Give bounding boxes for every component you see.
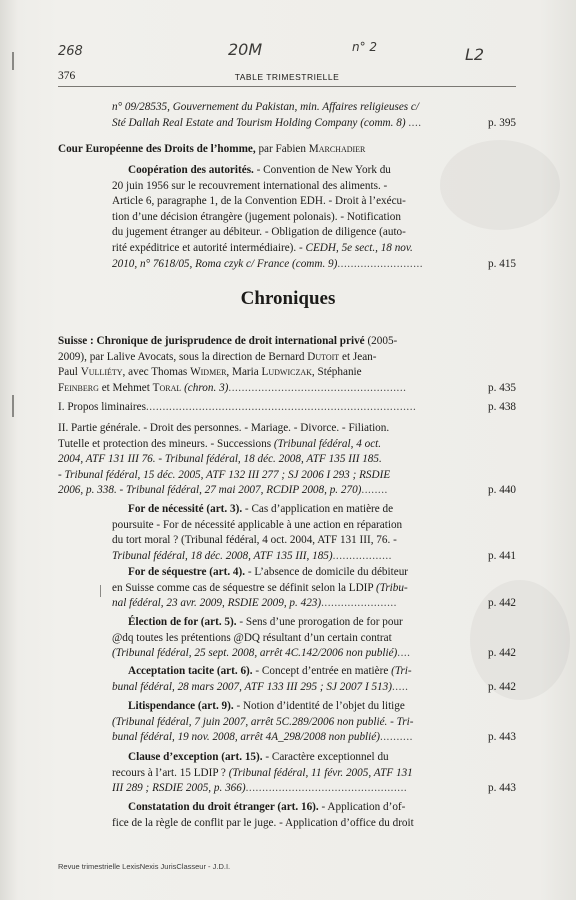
author-prefix: par Fabien <box>258 143 306 155</box>
entry-text: 2009), par Lalive Avocats, sous la direction de Bernard <box>58 350 305 363</box>
entry-heading: Constatation du droit étranger (art. 16). <box>128 801 319 813</box>
index-entry <box>112 699 516 746</box>
dot-leader: .................................................................................. <box>145 401 417 413</box>
entry-citation: (Tribu- <box>375 581 408 594</box>
dot-leader: ....................... <box>321 597 397 610</box>
entry-text: et Jean- <box>342 350 377 363</box>
dot-leader: .... <box>397 647 411 660</box>
page-reference: p. 435 <box>488 381 516 394</box>
court-name: Cour Européenne des Droits de l’homme, <box>58 143 256 155</box>
entry-citation: 2010, n° 7618/05, Roma czyk c/ France (comm. 9) <box>112 257 338 270</box>
page-reference: p. 442 <box>488 647 516 660</box>
entry-text: en Suisse comme cas de séquestre se définit selon la LDIP <box>112 581 376 594</box>
entry-text: @dq toutes les prétentions @DQ résultant d’un certain contrat <box>112 631 392 644</box>
entry-text: - Sens d’une prorogation de for pour <box>239 616 403 628</box>
entry-text: - Cas d’application en matière de <box>244 503 394 515</box>
entry-heading: For de séquestre (art. 4). <box>128 566 246 578</box>
entry-citation: nal fédéral, 23 avr. 2009, RSDIE 2009, p. 423) <box>112 597 322 610</box>
entry-text: (2005- <box>367 335 398 347</box>
entry-text: Paul <box>58 366 78 379</box>
entry-citation: (Tri- <box>391 665 412 677</box>
entry-citation: bunal fédéral, 28 mars 2007, ATF 133 III 295 ; SJ 2007 I 513) <box>112 680 392 693</box>
entry-heading: Litispendance (art. 9). <box>128 700 234 712</box>
entry-text: poursuite - For de nécessité applicable à une action en réparation <box>112 518 403 531</box>
author-name: Widmer <box>190 366 227 379</box>
handwritten-annotation: 20M <box>228 40 263 59</box>
index-entry <box>112 100 516 131</box>
page-reference: p. 440 <box>488 484 516 497</box>
index-entry <box>58 400 516 416</box>
entry-text: - Concept d’entrée en matière <box>255 665 392 677</box>
index-entry <box>58 421 516 499</box>
entry-text: 20 juin 1956 sur le recouvrement international des aliments. - <box>112 179 388 192</box>
dot-leader: ..... <box>391 680 409 693</box>
entry-text: du tort moral ? (Tribunal fédéral, 4 oct. 2004, ATF 131 III, 76. - <box>112 534 397 547</box>
page-reference: p. 442 <box>488 680 516 693</box>
entry-heading: Coopération des autorités. <box>128 164 254 176</box>
entry-heading: Élection de for (art. 5). <box>128 616 237 628</box>
handwritten-annotation: 268 <box>58 44 83 59</box>
page-reference: p. 415 <box>488 257 516 270</box>
author-name: Ludwiczak <box>261 366 312 379</box>
entry-text: rité expéditrice et autorité intermédiaire). - <box>112 241 306 254</box>
entry-text: II. Partie générale. - Droit des personnes. - Mariage. - Divorce. - Filiation. <box>58 422 390 434</box>
entry-text: - Convention de New York du <box>256 164 391 176</box>
index-entry <box>112 565 516 612</box>
author-name: Dutoit <box>307 350 340 363</box>
author-name: Toral <box>152 381 182 394</box>
entry-text: , Maria <box>226 366 259 379</box>
entry-citation: CEDH, 5e sect., 18 nov. <box>305 241 413 254</box>
entry-text: I. Propos liminaires <box>58 401 146 413</box>
index-entry <box>112 750 516 797</box>
running-header <box>58 70 516 87</box>
dot-leader: ................................................. <box>245 782 408 795</box>
margin-mark <box>100 585 101 597</box>
entry-text: - Notion d’identité de l’objet du litige <box>236 700 405 712</box>
page-reference: p. 443 <box>488 782 516 795</box>
dot-leader: ........ <box>361 484 388 497</box>
court-heading <box>58 142 516 158</box>
page-reference: p. 441 <box>488 549 516 562</box>
dot-leader: ...................................................... <box>228 381 407 394</box>
page-number: 376 <box>58 70 76 82</box>
author-name: Vulliéty <box>80 366 123 379</box>
entry-citation: - Tribunal fédéral, 15 déc. 2005, ATF 132 III 277 ; SJ 2006 I 293 ; RSDIE <box>58 468 391 481</box>
index-entry <box>112 615 516 662</box>
entry-text: fice de la règle de conflit par le juge. - Application d’office du droit <box>112 816 414 829</box>
index-entry <box>58 334 516 396</box>
index-entry <box>112 502 516 564</box>
index-entry <box>112 800 516 831</box>
chronicle-title: Suisse : Chronique de jurisprudence de droit international privé <box>58 335 365 347</box>
entry-text: , avec Thomas <box>122 366 188 379</box>
margin-mark <box>12 395 14 417</box>
entry-heading: For de nécessité (art. 3). <box>128 503 243 515</box>
page-footer: Revue trimestrielle LexisNexis JurisClasseur - J.D.I. <box>58 862 231 871</box>
entry-text: Sté Dallah Real Estate and Tourism Holding Company (comm. 8) <box>112 116 406 129</box>
entry-text: tion d’une décision étrangère (jugement polonais). - Notification <box>112 210 401 223</box>
entry-citation: (Tribunal fédéral, 25 sept. 2008, arrêt 4C.142/2006 non publié) <box>112 647 398 660</box>
entry-text: Article 6, paragraphe 1, de la Convention EDH. - Droit à l’exécu- <box>112 195 406 208</box>
entry-text: et Mehmet <box>101 381 150 394</box>
entry-text: - Caractère exceptionnel du <box>265 751 389 763</box>
entry-text: - Application d’of- <box>321 801 406 813</box>
entry-text: , Stéphanie <box>311 366 362 379</box>
dot-leader: .................. <box>332 549 392 562</box>
entry-text: - L’absence de domicile du débiteur <box>247 566 409 578</box>
entry-text: du jugement étranger au débiteur. - Obligation de diligence (auto- <box>112 226 406 239</box>
author-name: Marchadier <box>308 143 366 155</box>
handwritten-annotation: L2 <box>465 45 485 64</box>
author-name: Feinberg <box>58 381 99 394</box>
index-entry <box>112 664 516 695</box>
page-reference: p. 395 <box>488 116 516 129</box>
entry-citation: 2004, ATF 131 III 76. - Tribunal fédéral, 18 déc. 2008, ATF 135 III 185. <box>58 453 382 466</box>
entry-citation: (Tribunal fédéral, 4 oct. <box>273 437 382 450</box>
handwritten-annotation: n° 2 <box>352 40 378 54</box>
entry-citation: 2006, p. 338. - Tribunal fédéral, 27 mai 2007, RCDIP 2008, p. 270) <box>58 484 362 497</box>
entry-heading: Clause d’exception (art. 15). <box>128 751 263 763</box>
entry-text: n° 09/28535, Gouvernement du Pakistan, min. Affaires religieuses c/ <box>112 101 420 113</box>
entry-citation: bunal fédéral, 19 nov. 2008, arrêt 4A_298/2008 non publié) <box>112 731 380 744</box>
entry-text: Tutelle et protection des mineurs. - Successions <box>58 437 274 450</box>
page-reference: p. 442 <box>488 597 516 610</box>
entry-heading: Acceptation tacite (art. 6). <box>128 665 253 677</box>
entry-citation: (chron. 3) <box>184 381 229 394</box>
running-title: TABLE TRIMESTRIELLE <box>234 72 340 82</box>
entry-citation: (Tribunal fédéral, 7 juin 2007, arrêt 5C.289/2006 non publié. - Tri- <box>112 715 414 728</box>
index-entry <box>112 163 516 272</box>
entry-citation: (Tribunal fédéral, 11 févr. 2005, ATF 131 <box>228 766 413 779</box>
entry-citation: III 289 ; RSDIE 2005, p. 366) <box>112 782 246 795</box>
page-reference: p. 438 <box>488 401 516 413</box>
margin-mark <box>12 52 14 70</box>
entry-citation: Tribunal fédéral, 18 déc. 2008, ATF 135 III, 185) <box>112 549 333 562</box>
dot-leader: .......... <box>379 731 413 744</box>
dot-leader: .... <box>408 116 422 129</box>
section-title: Chroniques <box>240 288 336 309</box>
page-reference: p. 443 <box>488 731 516 744</box>
dot-leader: .......................... <box>337 257 424 270</box>
entry-text: recours à l’art. 15 LDIP ? <box>112 766 229 779</box>
